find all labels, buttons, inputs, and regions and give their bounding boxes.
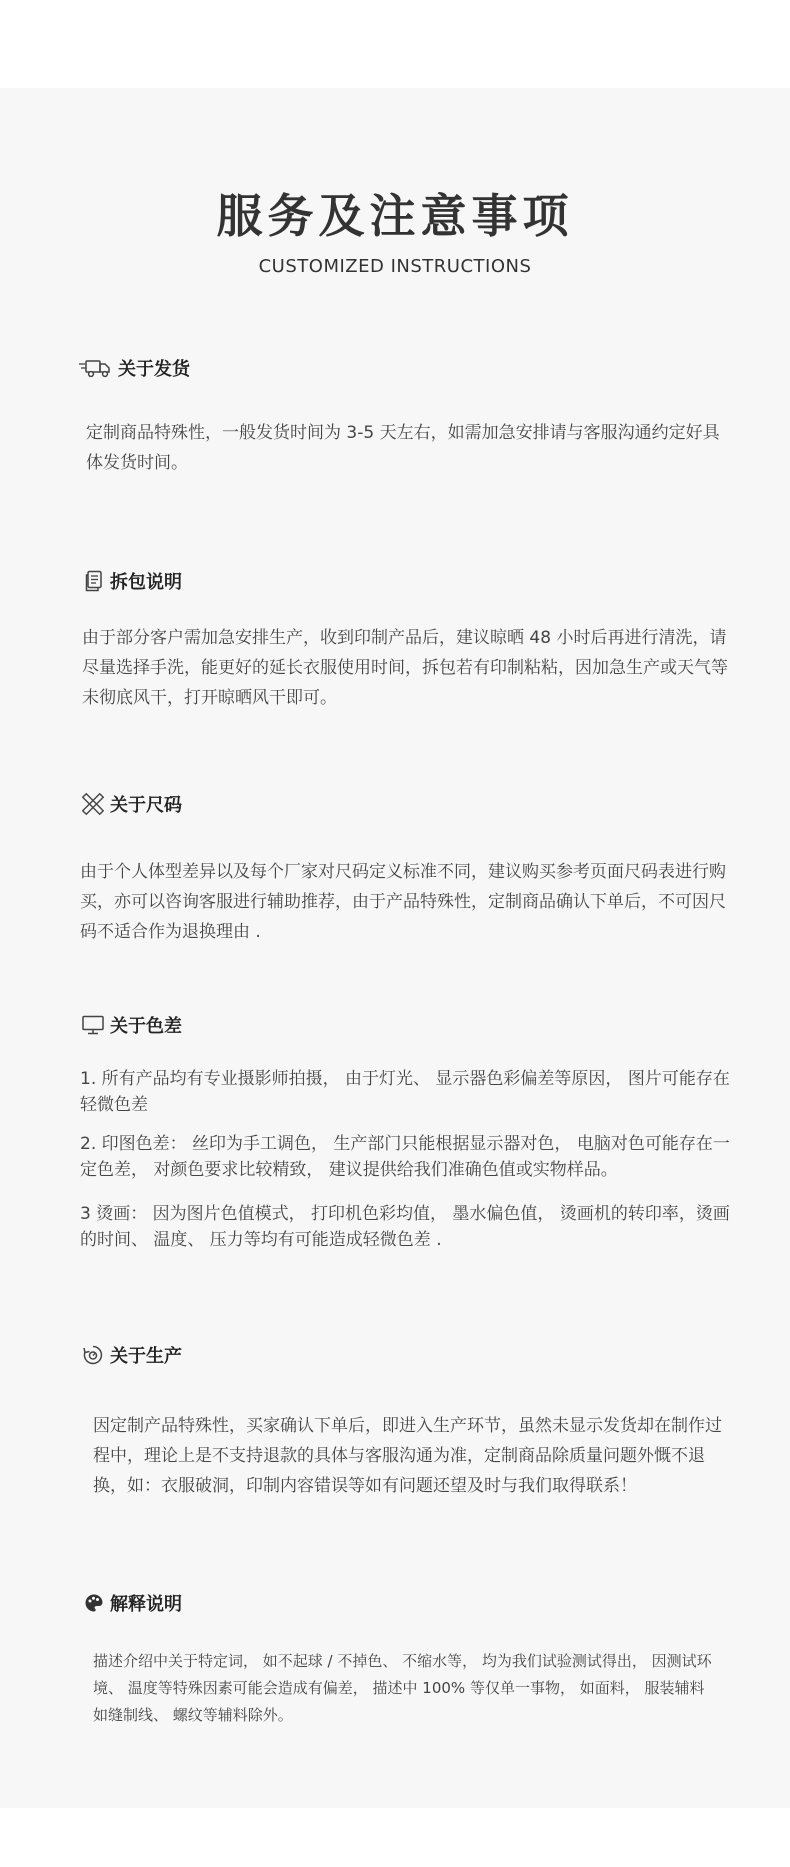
ruler-icon bbox=[82, 793, 104, 815]
section-unpacking-text: 由于部分客户需加急安排生产，收到印制产品后，建议晾晒 48 小时后再进行清洗，请尽量选择手洗，能更好的延长衣服使用时间，拆包若有印制粘粘，因加急生产或天气等未彻底风干，打开晾晒风干即可。 bbox=[82, 628, 728, 708]
truck-icon bbox=[78, 357, 112, 379]
section-unpacking-heading bbox=[84, 568, 182, 594]
section-size-heading bbox=[82, 791, 182, 817]
production-icon bbox=[82, 1344, 104, 1366]
section-color-title: 关于色差 bbox=[110, 1016, 182, 1037]
section-size-title: 关于尺码 bbox=[110, 795, 182, 816]
section-shipping-heading bbox=[78, 355, 190, 381]
section-size-text: 由于个人体型差异以及每个厂家对尺码定义标准不同，建议购买参考页面尺码表进行购买，亦可以咨询客服进行辅助推荐，由于产品特殊性，定制商品确认下单后，不可因尺码不适合作为退换理由 . bbox=[80, 862, 726, 942]
section-production-heading bbox=[82, 1342, 182, 1368]
section-explain-title: 解释说明 bbox=[110, 1594, 182, 1615]
section-color-item-3: 3 烫画： 因为图片色值模式， 打印机色彩均值， 墨水偏色值， 烫画机的转印率，烫画的时间、 温度、 压力等均有可能造成轻微色差 . bbox=[80, 1204, 730, 1250]
section-explain-text: 描述介绍中关于特定词， 如不起球 / 不掉色、 不缩水等， 均为我们试验测试得出， 因测试环境、 温度等特殊因素可能会造成有偏差， 描述中 100% 等仅单一事物， 如面料， 服装辅料如缝制线、 螺纹等辅料除外。 bbox=[93, 1652, 712, 1724]
monitor-icon bbox=[82, 1015, 104, 1035]
palette-icon bbox=[84, 1593, 104, 1613]
page-title: 服务及注意事项 bbox=[216, 189, 574, 243]
section-color-item-2: 2. 印图色差： 丝印为手工调色， 生产部门只能根据显示器对色， 电脑对色可能存在一定色差， 对颜色要求比较精致， 建议提供给我们准确色值或实物样品。 bbox=[80, 1134, 730, 1180]
section-shipping-title: 关于发货 bbox=[118, 359, 190, 380]
page-subtitle: CUSTOMIZED INSTRUCTIONS bbox=[258, 256, 532, 277]
section-shipping-text: 定制商品特殊性，一般发货时间为 3-5 天左右，如需加急安排请与客服沟通约定好具体发货时间。 bbox=[86, 423, 720, 473]
document-icon bbox=[84, 570, 104, 592]
section-production-text: 因定制产品特殊性，买家确认下单后，即进入生产环节，虽然未显示发货却在制作过程中，理论上是不支持退款的具体与客服沟通为准，定制商品除质量问题外慨不退换，如：衣服破洞，印制内容错误等如有问题还望及时与我们取得联系！ bbox=[93, 1416, 722, 1496]
section-color-heading bbox=[82, 1012, 182, 1038]
section-color-item-1: 1. 所有产品均有专业摄影师拍摄， 由于灯光、 显示器色彩偏差等原因， 图片可能存在轻微色差 bbox=[80, 1069, 730, 1115]
content-panel bbox=[0, 88, 790, 1808]
section-production-title: 关于生产 bbox=[110, 1346, 182, 1367]
section-unpacking-title: 拆包说明 bbox=[110, 572, 182, 593]
section-explain-heading bbox=[84, 1590, 182, 1616]
